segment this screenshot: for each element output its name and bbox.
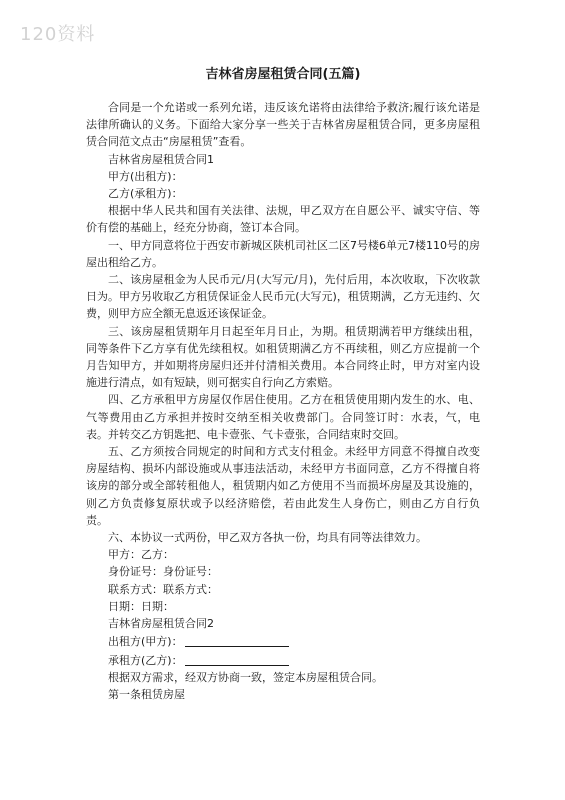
watermark-logo: 120资料 xyxy=(20,24,96,45)
clause-3: 三、该房屋租赁期年月日起至年月日止，为期。租赁期满若甲方继续出租，同等条件下乙方享有优先续租权。如租赁期满乙方不再续租，则乙方应提前一个月告知甲方，并如期将房屋归还并付清相关费用。本合同终止时，甲方对室内设施进行清点，如有短缺，则可据实自行向乙方索赔。 xyxy=(86,324,480,390)
contract-2-heading: 吉林省房屋租赁合同2 xyxy=(108,617,214,631)
lessee-line xyxy=(86,652,480,669)
signature-dates: 日期：日期： xyxy=(108,599,174,613)
lessor-blank-line xyxy=(185,634,289,647)
document-title: 吉林省房屋租赁合同(五篇) xyxy=(205,67,361,82)
clause-1: 一、甲方同意将位于西安市新城区陕机司社区二区7号楼6单元7楼110号的房屋出租给乙方。 xyxy=(86,238,480,269)
article-1-heading: 第一条租赁房屋 xyxy=(108,687,185,701)
basis-paragraph: 根据中华人民共和国有关法律、法规，甲乙双方在自愿公平、诚实守信、等价有偿的基础上，经充分协商，签订本合同。 xyxy=(86,204,480,235)
clause-2: 二、该房屋租金为人民币元/月(大写元/月)，先付后用，本次收取，下次收款日为。甲方另收取乙方租赁保证金人民币元(大写元)，租赁期满，乙方无违约、欠费，则甲方应全额无息返还该保证金。 xyxy=(86,273,480,321)
intro-paragraph: 合同是一个允诺或一系列允诺，违反该允诺将由法律给予救济;履行该允诺是法律所确认的义务。下面给大家分享一些关于吉林省房屋租赁合同，更多房屋租赁合同范文点击“房屋租赁”查看。 xyxy=(86,101,480,149)
clause-4: 四、乙方承租甲方房屋仅作居住使用。乙方在租赁使用期内发生的水、电、气等费用由乙方承担并按时交纳至相关收费部门。合同签订时：水表，气，电表。并转交乙方钥匙把、电卡壹张、气卡壹张，合同结束时交回。 xyxy=(86,393,480,441)
signature-contacts: 联系方式：联系方式： xyxy=(108,582,218,596)
needs-paragraph: 根据双方需求，经双方协商一致，签定本房屋租赁合同。 xyxy=(108,670,383,684)
contract-1-heading: 吉林省房屋租赁合同1 xyxy=(108,152,214,166)
lessee-label: 承租方(乙方)： xyxy=(108,653,183,667)
signature-parties: 甲方：乙方： xyxy=(108,548,174,562)
lessee-blank-line xyxy=(185,653,289,666)
signature-id-numbers: 身份证号：身份证号： xyxy=(108,565,218,579)
document-body xyxy=(86,66,480,703)
lessor-label: 出租方(甲方)： xyxy=(108,635,183,649)
lessor-line xyxy=(86,633,480,650)
clause-5: 五、乙方须按合同规定的时间和方式支付租金。未经甲方同意不得擅自改变房屋结构、损坏内部设施或从事违法活动，未经甲方书面同意，乙方不得擅自将该房的部分或全部转租他人，租赁期内如乙方使用不当而损坏房屋及其设施的，则乙方负责修复原状或予以经济赔偿，若由此发生人身伤亡，则由乙方自行负责。 xyxy=(86,445,480,527)
clause-6: 六、本协议一式两份，甲乙双方各执一份，均具有同等法律效力。 xyxy=(108,531,427,545)
party-b-label: 乙方(承租方)： xyxy=(108,187,183,201)
party-a-label: 甲方(出租方)： xyxy=(108,169,183,183)
